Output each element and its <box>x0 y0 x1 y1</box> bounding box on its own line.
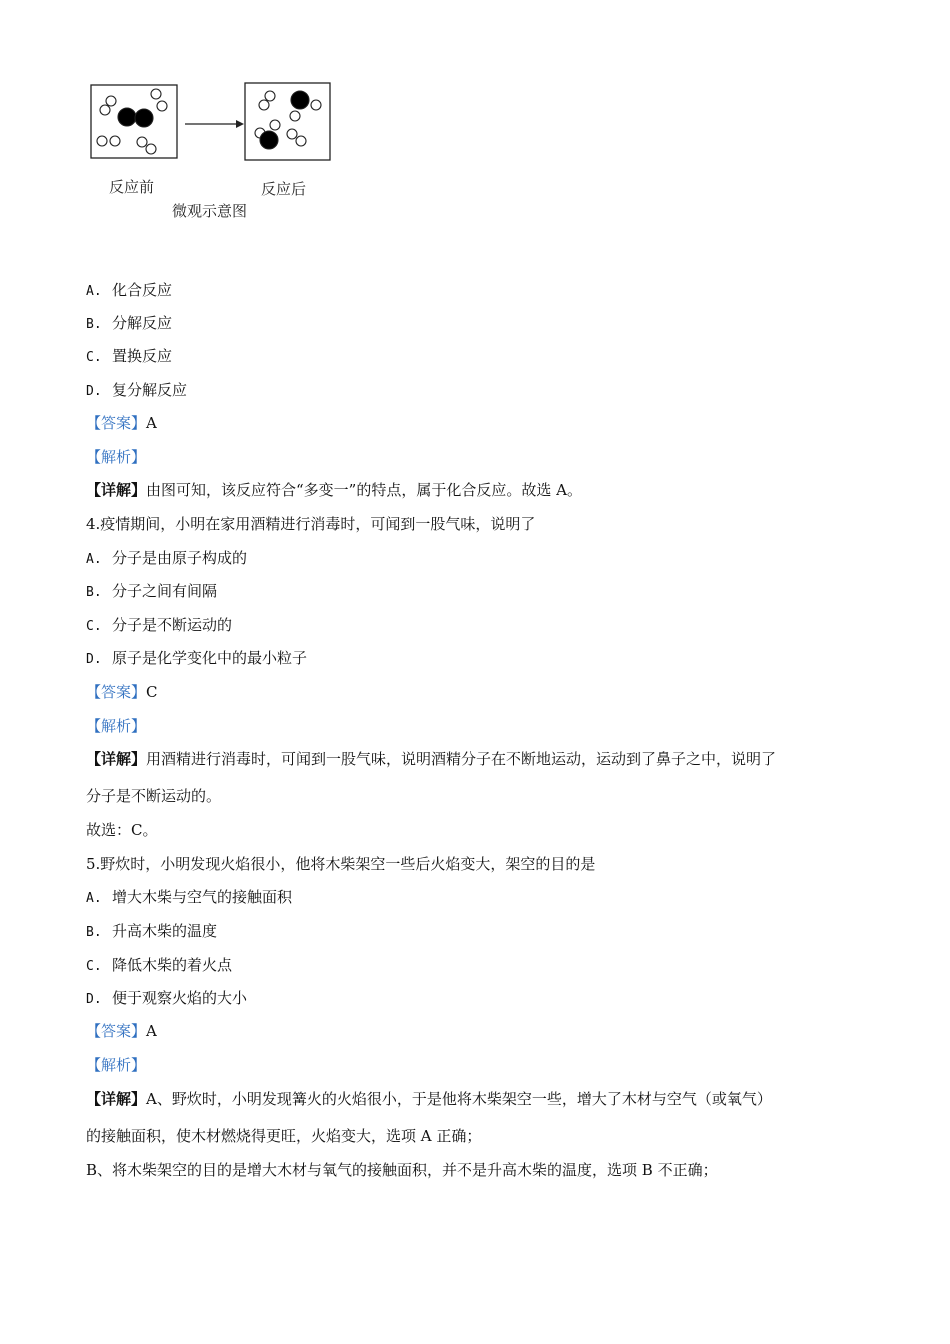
q3-option-c: C. 置换反应 <box>86 347 173 365</box>
q3-analysis-tag: 【解析】 <box>86 448 147 466</box>
before-label: 反应前 <box>109 178 155 196</box>
before-particles <box>97 89 167 154</box>
after-label: 反应后 <box>261 180 307 198</box>
q5-stem: 5.野炊时，小明发现火焰很小，他将木柴架空一些后火焰变大，架空的目的是 <box>86 855 596 873</box>
q5-option-c: C. 降低木柴的着火点 <box>86 956 233 974</box>
q4-conclusion: 故选：C。 <box>86 821 158 839</box>
q4-answer: 【答案】C <box>86 683 158 701</box>
q5-analysis-tag: 【解析】 <box>86 1056 147 1074</box>
after-particles <box>255 91 321 149</box>
q3-detail: 【详解】由图可知，该反应符合“多变一”的特点，属于化合反应。故选 A。 <box>86 481 582 499</box>
q4-option-c: C. 分子是不断运动的 <box>86 616 233 634</box>
q3-option-b: B. 分解反应 <box>86 314 173 332</box>
q5-detail-line3: B、将木柴架空的目的是增大木材与氧气的接触面积，并不是升高木柴的温度，选项 B 不正确； <box>86 1161 718 1179</box>
q3-option-a: A. 化合反应 <box>86 281 173 299</box>
q4-option-b: B. 分子之间有间隔 <box>86 582 218 600</box>
q5-detail-line2: 的接触面积，使木材燃烧得更旺，火焰变大，选项 A 正确； <box>86 1127 482 1145</box>
q3-option-d: D. 复分解反应 <box>86 381 188 399</box>
q5-option-b: B. 升高木柴的温度 <box>86 922 218 940</box>
after-box <box>245 83 330 160</box>
reaction-micro-diagram <box>88 80 348 225</box>
diagram-caption: 微观示意图 <box>172 202 248 220</box>
right-arrow-icon <box>185 120 244 128</box>
q3-answer: 【答案】A <box>86 414 157 432</box>
q5-detail-line1: 【详解】A、野炊时，小明发现篝火的火焰很小，于是他将木柴架空一些，增大了木材与空气（或氧气） <box>86 1090 772 1108</box>
q5-answer: 【答案】A <box>86 1022 157 1040</box>
q4-stem: 4.疫情期间，小明在家用酒精进行消毒时，可闻到一股气味，说明了 <box>86 515 536 533</box>
q4-option-a: A. 分子是由原子构成的 <box>86 549 248 567</box>
q5-option-a: A. 增大木柴与空气的接触面积 <box>86 888 293 906</box>
q4-detail-line1: 【详解】用酒精进行消毒时，可闻到一股气味，说明酒精分子在不断地运动，运动到了鼻子之中，说明了 <box>86 750 777 768</box>
q5-option-d: D. 便于观察火焰的大小 <box>86 989 248 1007</box>
q4-analysis-tag: 【解析】 <box>86 717 147 735</box>
q4-detail-line2: 分子是不断运动的。 <box>86 787 222 805</box>
q4-option-d: D. 原子是化学变化中的最小粒子 <box>86 649 308 667</box>
